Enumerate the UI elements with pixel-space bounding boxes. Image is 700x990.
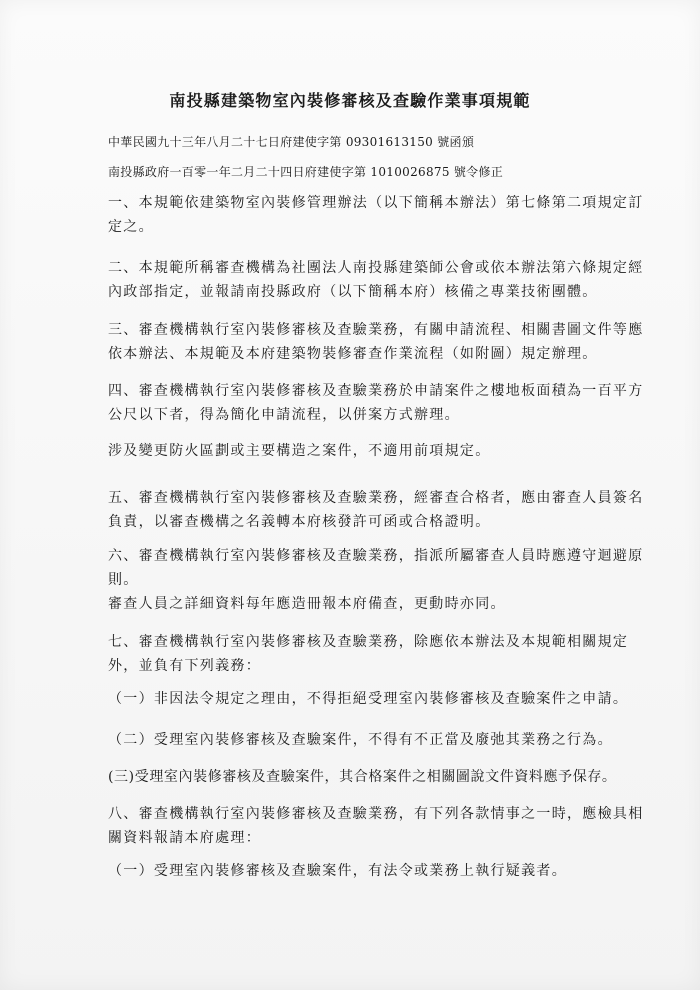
promulgation-note: 中華民國九十三年八月二十七日府建使字第 09301613150 號函頒 (108, 135, 475, 149)
paragraph-line: 審查人員之詳細資料每年應造冊報本府備查，更動時亦同。 (108, 596, 506, 612)
paragraph-p7 (108, 630, 629, 678)
paragraph-p7c (108, 765, 617, 789)
paragraph-line: 公尺以下者，得為簡化申請流程，以併案方式辦理。 (108, 407, 460, 423)
paragraph-line: (三)受理室內裝修審核及查驗案件，其合格案件之相關圖說文件資料應予保存。 (108, 769, 617, 785)
paragraph-line: （一）受理室內裝修審核及查驗案件，有法令或業務上執行疑義者。 (108, 863, 567, 879)
paragraph-line: 三、審查機構執行室內裝修審核及查驗業務，有關申請流程、相關書圖文件等應 (108, 322, 644, 338)
paragraph-line: 涉及變更防火區劃或主要構造之案件，不適用前項規定。 (108, 443, 491, 459)
paragraph-line: 五、審查機構執行室內裝修審核及查驗業務，經審查合格者，應由審查人員簽名 (108, 490, 644, 506)
paragraph-p8a (108, 859, 608, 883)
paragraph-p2 (108, 256, 644, 304)
amendment-note: 南投縣政府一百零一年二月二十四日府建使字第 1010026875 號令修正 (108, 165, 504, 179)
paragraph-line: 四、審查機構執行室內裝修審核及查驗業務於申請案件之樓地板面積為一百平方 (108, 383, 644, 399)
paragraph-line: 外，並負有下列義務： (108, 658, 261, 674)
paragraph-line: 依本辦法、本規範及本府建築物裝修審查作業流程（如附圖）規定辦理。 (108, 346, 598, 362)
paragraph-line: 二、本規範所稱審查機構為社團法人南投縣建築師公會或依本辦法第六條規定經 (108, 260, 644, 276)
paragraph-p7b (108, 728, 613, 752)
paragraph-line: 六、審查機構執行室內裝修審核及查驗業務，指派所屬審查人員時應遵守迴避原 (108, 548, 644, 564)
paragraph-p1 (108, 191, 644, 239)
paragraph-line: 一、本規範依建築物室內裝修管理辦法（以下簡稱本辦法）第七條第二項規定訂 (108, 195, 644, 211)
paragraph-p4b (108, 439, 608, 463)
document-title: 南投縣建築物室內裝修審核及查驗作業事項規範 (169, 91, 531, 110)
paragraph-p7a (108, 687, 629, 711)
paragraph-line: 負責，以審查機構之名義轉本府核發許可函或合格證明。 (108, 514, 491, 530)
paragraph-p4 (108, 379, 644, 427)
paragraph-line: （一）非因法令規定之理由，不得拒絕受理室內裝修審核及查驗案件之申請。 (108, 691, 629, 707)
paragraph-p8 (108, 802, 644, 850)
paragraph-line: 八、審查機構執行室內裝修審核及查驗業務，有下列各款情事之一時，應檢具相 (108, 806, 644, 822)
paragraph-line: 則。 (108, 572, 139, 588)
paragraph-line: 七、審查機構執行室內裝修審核及查驗業務，除應依本辦法及本規範相關規定 (108, 634, 629, 650)
paragraph-line: 關資料報請本府處理： (108, 830, 261, 846)
paragraph-line: （二）受理室內裝修審核及查驗案件，不得有不正當及廢弛其業務之行為。 (108, 732, 613, 748)
paragraph-line: 定之。 (108, 219, 154, 235)
paragraph-p6 (108, 544, 644, 616)
paragraph-line: 內政部指定，並報請南投縣政府（以下簡稱本府）核備之專業技術團體。 (108, 284, 598, 300)
paragraph-p5 (108, 486, 644, 534)
paragraph-p3 (108, 318, 644, 366)
